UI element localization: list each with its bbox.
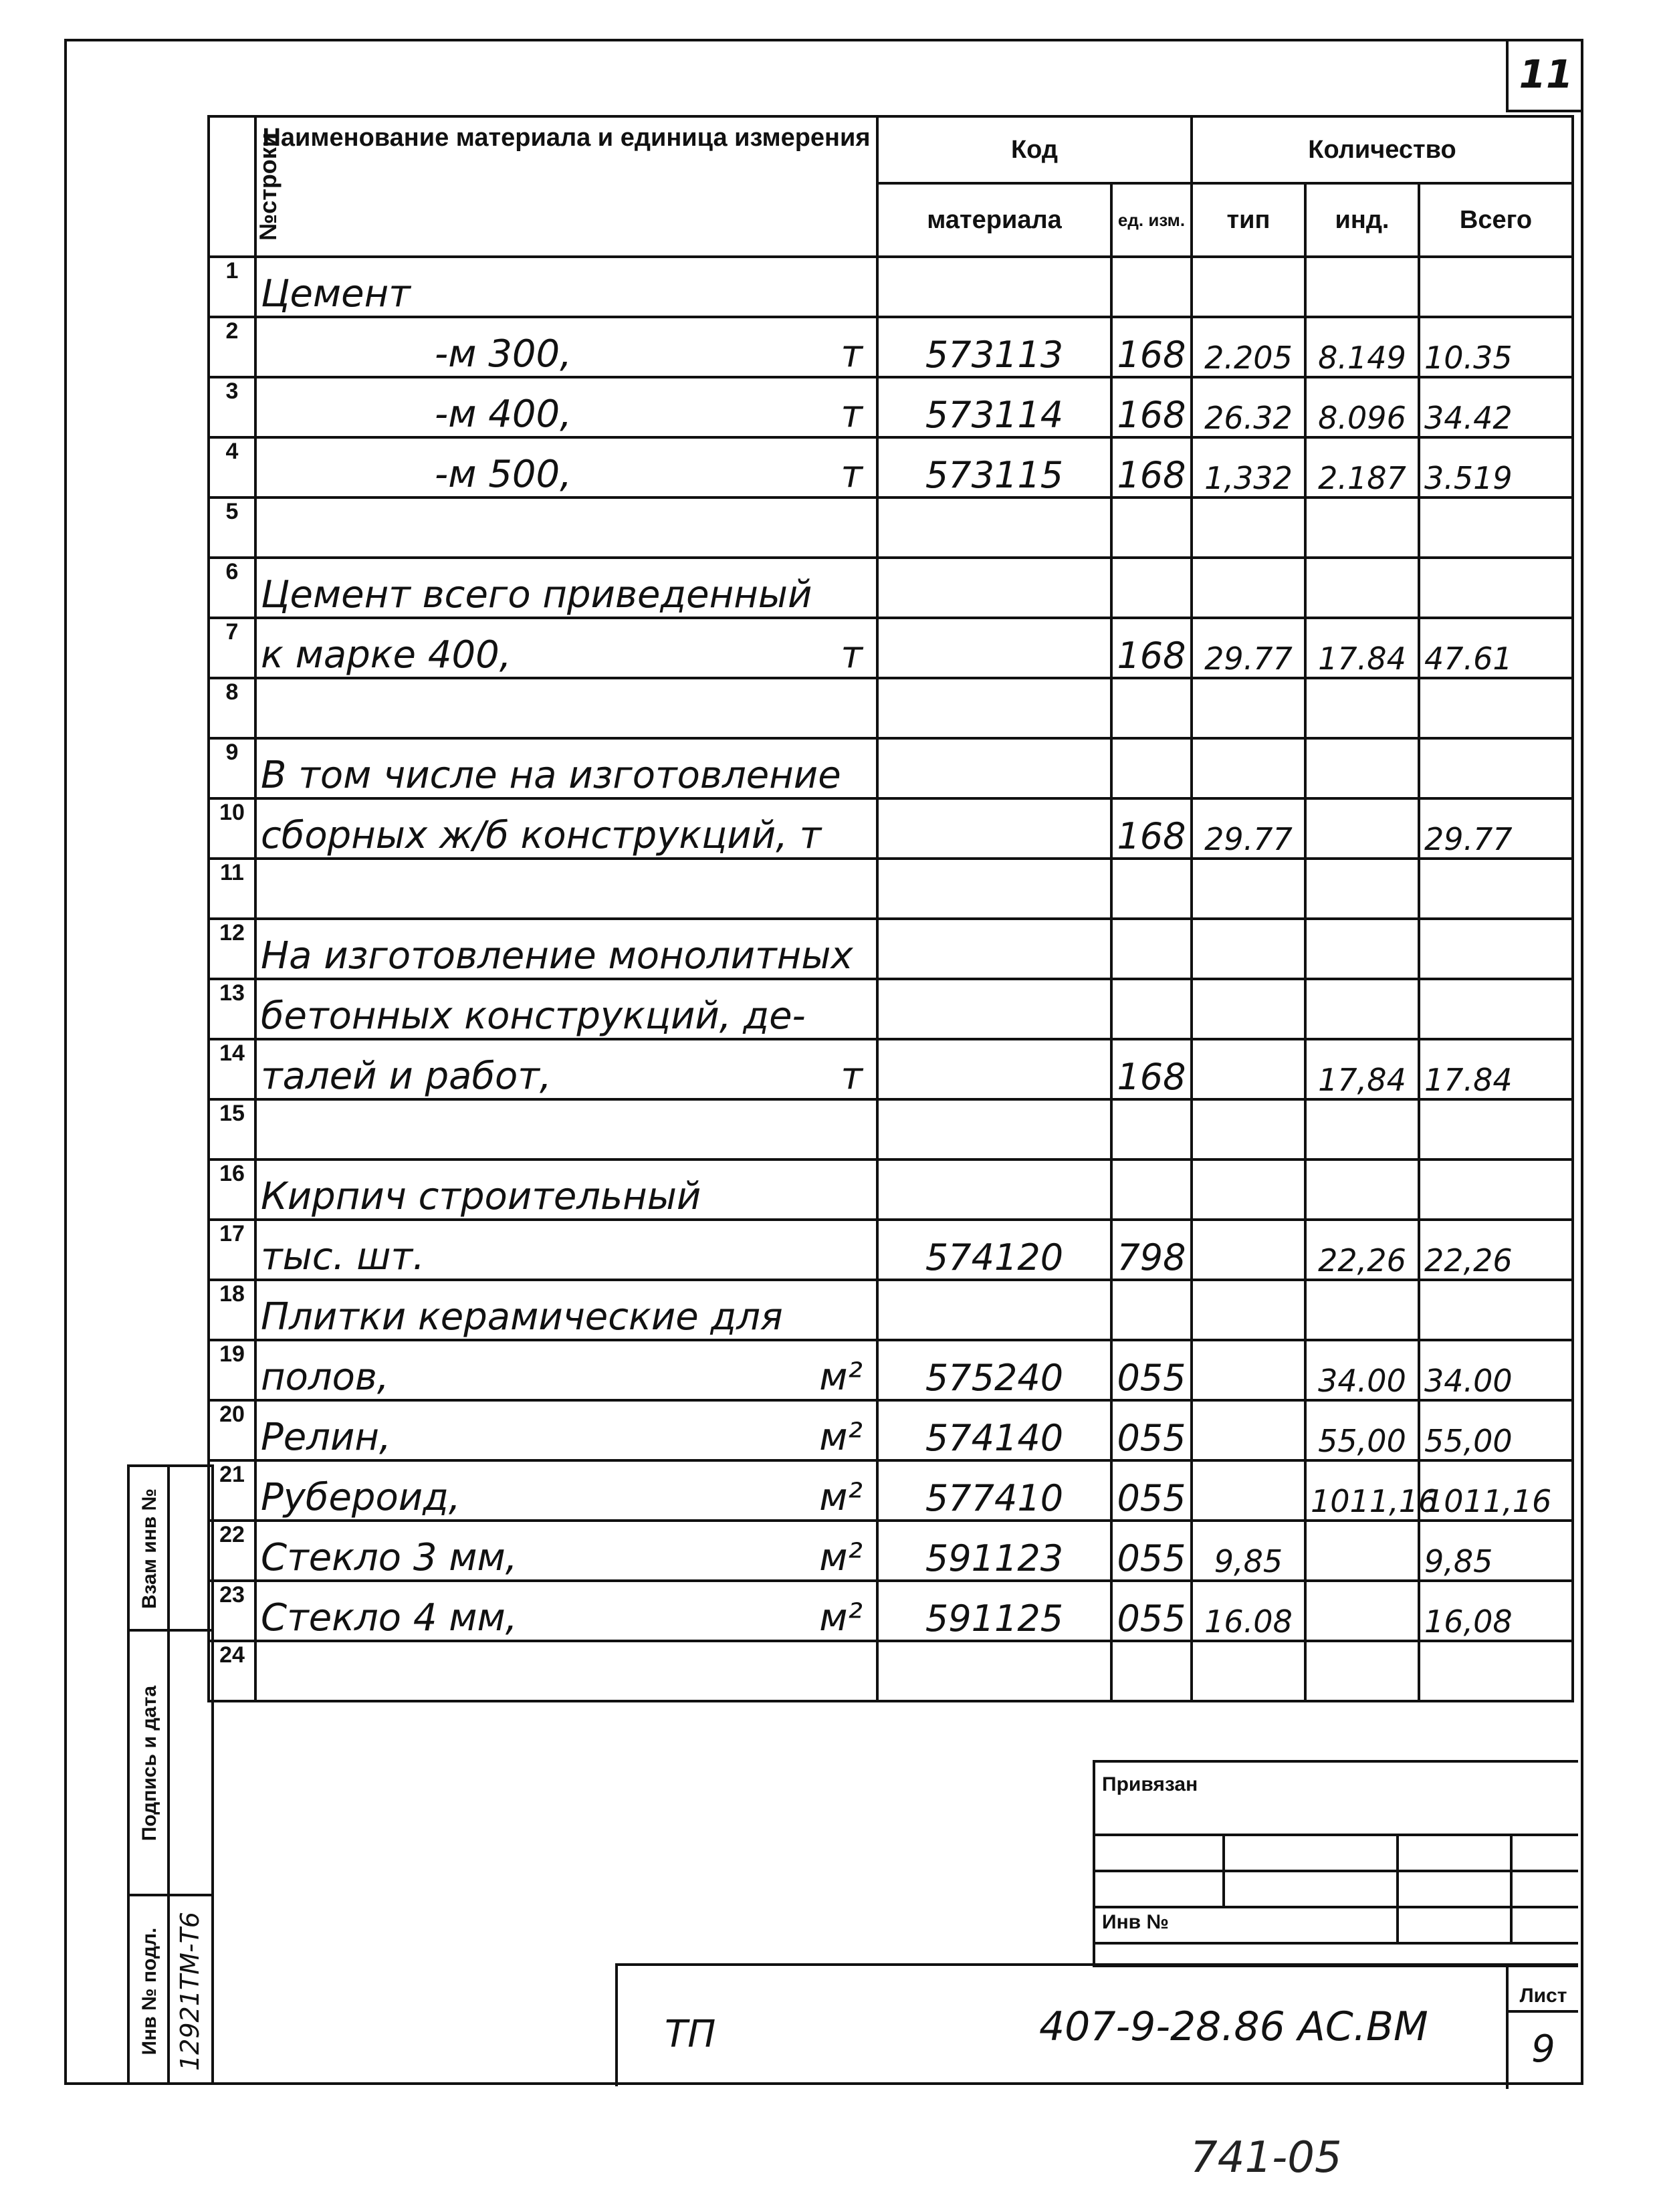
row-number: 7 — [209, 618, 255, 678]
table-row — [209, 377, 1573, 437]
material-name-cell — [255, 738, 877, 798]
material-name: Стекло 4 мм, — [261, 1596, 518, 1640]
qty-total — [1419, 1280, 1573, 1340]
material-name: Плитки керамические для — [261, 1295, 783, 1339]
unit-code — [1111, 678, 1192, 738]
inv-podl-box — [127, 1894, 214, 2085]
material-name-cell — [255, 437, 877, 497]
material-name-cell — [255, 1280, 877, 1340]
material-code: 573114 — [877, 377, 1111, 437]
material-name-cell — [255, 317, 877, 377]
table-row — [209, 979, 1573, 1039]
inv-podl-label: Инв № подл. — [138, 1927, 160, 2056]
row-number: 20 — [209, 1400, 255, 1460]
table-row — [209, 1220, 1573, 1280]
unit-code: 055 — [1111, 1521, 1192, 1581]
unit-code — [1111, 257, 1192, 317]
material-name: Кирпич строительный — [261, 1175, 701, 1218]
qty-type: 16.08 — [1192, 1581, 1305, 1641]
qty-total: 10.35 — [1419, 317, 1573, 377]
unit-code: 168 — [1111, 377, 1192, 437]
material-code — [877, 497, 1111, 558]
qty-type: 26.32 — [1192, 377, 1305, 437]
material-name: тыс. шт. — [261, 1235, 425, 1279]
row-number: 1 — [209, 257, 255, 317]
qty-ind: 22,26 — [1305, 1220, 1419, 1280]
material-code — [877, 798, 1111, 859]
row-number: 19 — [209, 1340, 255, 1400]
material-name: полов, — [261, 1355, 389, 1399]
material-name: талей и работ, — [261, 1055, 552, 1098]
material-code — [877, 618, 1111, 678]
qty-ind — [1305, 678, 1419, 738]
material-code: 591123 — [877, 1521, 1111, 1581]
material-name-cell — [255, 1400, 877, 1460]
sheet-box — [1506, 1966, 1578, 2089]
table-row — [209, 1521, 1573, 1581]
table-row — [209, 1280, 1573, 1340]
qty-total: 16,08 — [1419, 1581, 1573, 1641]
material-code — [877, 859, 1111, 919]
qty-ind: 8.096 — [1305, 377, 1419, 437]
material-name: -м 500, — [435, 453, 572, 496]
sign-date-box — [127, 1629, 214, 1896]
unit-code: 168 — [1111, 798, 1192, 859]
material-unit: т — [841, 393, 863, 436]
table-row — [209, 1039, 1573, 1099]
material-name: Релин, — [261, 1416, 391, 1459]
page-number: 11 — [1506, 39, 1583, 112]
header-qty-group: Количество — [1192, 116, 1573, 183]
material-name-cell — [255, 497, 877, 558]
qty-type — [1192, 859, 1305, 919]
material-code: 574120 — [877, 1220, 1111, 1280]
row-number: 9 — [209, 738, 255, 798]
header-qty-ind: инд. — [1305, 183, 1419, 257]
unit-code — [1111, 1641, 1192, 1701]
material-unit: м² — [819, 1355, 863, 1399]
material-code — [877, 1099, 1111, 1159]
header-row-no: №строки — [209, 116, 255, 257]
row-number: 6 — [209, 558, 255, 618]
unit-code — [1111, 979, 1192, 1039]
table-row — [209, 1641, 1573, 1701]
qty-type — [1192, 979, 1305, 1039]
material-name: Стекло 3 мм, — [261, 1536, 518, 1579]
material-code: 573113 — [877, 317, 1111, 377]
material-name: -м 400, — [435, 393, 572, 436]
table-row — [209, 919, 1573, 979]
row-number: 14 — [209, 1039, 255, 1099]
material-name: В том числе на изготовление — [261, 754, 841, 797]
qty-type — [1192, 1400, 1305, 1460]
material-code: 573115 — [877, 437, 1111, 497]
qty-ind — [1305, 257, 1419, 317]
unit-code — [1111, 558, 1192, 618]
qty-type — [1192, 558, 1305, 618]
qty-ind — [1305, 1099, 1419, 1159]
qty-total — [1419, 919, 1573, 979]
material-code — [877, 1159, 1111, 1220]
qty-ind — [1305, 738, 1419, 798]
header-name: Наименование материала и единица измерения — [255, 116, 877, 257]
material-name-cell — [255, 678, 877, 738]
material-name-cell — [255, 1099, 877, 1159]
unit-code: 055 — [1111, 1460, 1192, 1521]
qty-ind — [1305, 1641, 1419, 1701]
unit-code: 168 — [1111, 317, 1192, 377]
inv-no-label: Инв № — [1102, 1911, 1169, 1933]
materials-table — [207, 115, 1574, 1702]
material-name-cell — [255, 1220, 877, 1280]
qty-ind — [1305, 1521, 1419, 1581]
qty-total — [1419, 1159, 1573, 1220]
row-number: 22 — [209, 1521, 255, 1581]
privyazan-label: Привязан — [1102, 1773, 1198, 1795]
unit-code — [1111, 497, 1192, 558]
material-code — [877, 1641, 1111, 1701]
row-number: 17 — [209, 1220, 255, 1280]
qty-ind — [1305, 979, 1419, 1039]
qty-total — [1419, 1641, 1573, 1701]
qty-ind — [1305, 1280, 1419, 1340]
material-name-cell — [255, 558, 877, 618]
table-row — [209, 678, 1573, 738]
material-code — [877, 919, 1111, 979]
footer-note: 741-05 — [1190, 2133, 1342, 2183]
row-number: 24 — [209, 1641, 255, 1701]
material-unit: м² — [819, 1536, 863, 1579]
material-code: 591125 — [877, 1581, 1111, 1641]
material-code: 575240 — [877, 1340, 1111, 1400]
qty-total — [1419, 979, 1573, 1039]
material-code: 574140 — [877, 1400, 1111, 1460]
title-block — [615, 1963, 1578, 2086]
qty-ind — [1305, 497, 1419, 558]
qty-ind: 2.187 — [1305, 437, 1419, 497]
row-number: 11 — [209, 859, 255, 919]
material-code — [877, 1280, 1111, 1340]
qty-total: 34.00 — [1419, 1340, 1573, 1400]
qty-type — [1192, 1220, 1305, 1280]
table-row — [209, 317, 1573, 377]
material-code — [877, 678, 1111, 738]
qty-ind: 17,84 — [1305, 1039, 1419, 1099]
material-name-cell — [255, 1340, 877, 1400]
material-unit: т — [841, 633, 863, 677]
row-number: 23 — [209, 1581, 255, 1641]
row-number: 21 — [209, 1460, 255, 1521]
unit-code — [1111, 1099, 1192, 1159]
table-row — [209, 497, 1573, 558]
table-row — [209, 257, 1573, 317]
material-name: Цемент всего приведенный — [261, 573, 812, 617]
qty-type: 1,332 — [1192, 437, 1305, 497]
row-number: 16 — [209, 1159, 255, 1220]
qty-type — [1192, 257, 1305, 317]
qty-type — [1192, 919, 1305, 979]
header-code-material: материала — [877, 183, 1111, 257]
material-name-cell — [255, 859, 877, 919]
unit-code — [1111, 859, 1192, 919]
title-code: 407-9-28.86 АС.ВМ — [1039, 2003, 1428, 2050]
material-unit: т — [841, 332, 863, 376]
material-unit: м² — [819, 1596, 863, 1640]
qty-type: 29.77 — [1192, 798, 1305, 859]
qty-type — [1192, 1460, 1305, 1521]
row-number: 12 — [209, 919, 255, 979]
material-name: сборных ж/б конструкций, т — [261, 814, 822, 857]
material-name: Рубероид, — [261, 1476, 461, 1519]
qty-type — [1192, 1340, 1305, 1400]
qty-type — [1192, 1039, 1305, 1099]
header-code-group: Код — [877, 116, 1192, 183]
qty-total: 22,26 — [1419, 1220, 1573, 1280]
material-name-cell — [255, 1039, 877, 1099]
row-number: 4 — [209, 437, 255, 497]
qty-total: 1011,16 — [1419, 1460, 1573, 1521]
qty-ind: 55,00 — [1305, 1400, 1419, 1460]
qty-ind — [1305, 798, 1419, 859]
qty-total: 34.42 — [1419, 377, 1573, 437]
material-unit: м² — [819, 1476, 863, 1519]
qty-type: 2.205 — [1192, 317, 1305, 377]
qty-total: 55,00 — [1419, 1400, 1573, 1460]
material-name-cell — [255, 1641, 877, 1701]
table-row — [209, 558, 1573, 618]
qty-total — [1419, 738, 1573, 798]
row-number: 5 — [209, 497, 255, 558]
table-row — [209, 798, 1573, 859]
unit-code: 798 — [1111, 1220, 1192, 1280]
unit-code — [1111, 738, 1192, 798]
table-row — [209, 618, 1573, 678]
qty-ind: 17.84 — [1305, 618, 1419, 678]
material-name-cell — [255, 1581, 877, 1641]
table-row — [209, 1581, 1573, 1641]
material-code: 577410 — [877, 1460, 1111, 1521]
qty-ind: 8.149 — [1305, 317, 1419, 377]
qty-ind: 34.00 — [1305, 1340, 1419, 1400]
row-number: 8 — [209, 678, 255, 738]
material-code — [877, 979, 1111, 1039]
table-row — [209, 1400, 1573, 1460]
unit-code — [1111, 1280, 1192, 1340]
unit-code: 168 — [1111, 618, 1192, 678]
material-name: бетонных конструкций, де- — [261, 994, 806, 1038]
title-tp: ТП — [665, 2013, 716, 2056]
qty-total — [1419, 1099, 1573, 1159]
qty-total: 47.61 — [1419, 618, 1573, 678]
table-row — [209, 1159, 1573, 1220]
qty-type — [1192, 1159, 1305, 1220]
row-number: 3 — [209, 377, 255, 437]
unit-code: 055 — [1111, 1581, 1192, 1641]
material-unit: м² — [819, 1416, 863, 1459]
qty-ind: 1011,16 — [1305, 1460, 1419, 1521]
header-qty-total: Всего — [1419, 183, 1573, 257]
qty-total: 17.84 — [1419, 1039, 1573, 1099]
table-row — [209, 1460, 1573, 1521]
row-number: 2 — [209, 317, 255, 377]
qty-type — [1192, 738, 1305, 798]
material-unit: т — [841, 1055, 863, 1098]
header-code-unit: ед. изм. — [1111, 183, 1192, 257]
qty-total: 3.519 — [1419, 437, 1573, 497]
qty-total: 9,85 — [1419, 1521, 1573, 1581]
sheet-label: Лист — [1509, 1985, 1578, 2013]
material-name-cell — [255, 979, 877, 1039]
unit-code: 168 — [1111, 437, 1192, 497]
sheet-value: 9 — [1531, 2027, 1555, 2071]
material-name: к марке 400, — [261, 633, 512, 677]
table-row — [209, 738, 1573, 798]
qty-type — [1192, 1641, 1305, 1701]
row-number: 10 — [209, 798, 255, 859]
qty-total — [1419, 678, 1573, 738]
material-code — [877, 1039, 1111, 1099]
vzam-inv-box — [127, 1464, 214, 1632]
material-name: -м 300, — [435, 332, 572, 376]
material-name: На изготовление монолитных — [261, 934, 853, 978]
qty-total — [1419, 497, 1573, 558]
vzam-inv-label: Взам инв № — [138, 1488, 160, 1610]
material-name-cell — [255, 1460, 877, 1521]
qty-total — [1419, 558, 1573, 618]
qty-total — [1419, 257, 1573, 317]
qty-ind — [1305, 1159, 1419, 1220]
unit-code — [1111, 919, 1192, 979]
header-qty-type: тип — [1192, 183, 1305, 257]
material-name: Цемент — [261, 272, 411, 316]
qty-total — [1419, 859, 1573, 919]
material-name-cell — [255, 377, 877, 437]
material-code — [877, 257, 1111, 317]
row-number: 15 — [209, 1099, 255, 1159]
material-name-cell — [255, 919, 877, 979]
material-name-cell — [255, 257, 877, 317]
qty-ind — [1305, 919, 1419, 979]
row-number: 18 — [209, 1280, 255, 1340]
table-row — [209, 1340, 1573, 1400]
qty-type — [1192, 678, 1305, 738]
material-code — [877, 738, 1111, 798]
material-name-cell — [255, 1159, 877, 1220]
unit-code — [1111, 1159, 1192, 1220]
qty-ind — [1305, 1581, 1419, 1641]
qty-ind — [1305, 859, 1419, 919]
material-code — [877, 558, 1111, 618]
table-row — [209, 437, 1573, 497]
sign-date-label: Подпись и дата — [138, 1685, 160, 1842]
qty-type — [1192, 1099, 1305, 1159]
material-name-cell — [255, 798, 877, 859]
qty-type: 29.77 — [1192, 618, 1305, 678]
qty-ind — [1305, 558, 1419, 618]
qty-type — [1192, 497, 1305, 558]
privyazan-stamp — [1093, 1760, 1578, 1967]
material-name-cell — [255, 1521, 877, 1581]
table-row — [209, 859, 1573, 919]
row-number: 13 — [209, 979, 255, 1039]
unit-code: 168 — [1111, 1039, 1192, 1099]
unit-code: 055 — [1111, 1340, 1192, 1400]
unit-code: 055 — [1111, 1400, 1192, 1460]
qty-total: 29.77 — [1419, 798, 1573, 859]
qty-type: 9,85 — [1192, 1521, 1305, 1581]
table-row — [209, 1099, 1573, 1159]
material-name-cell — [255, 618, 877, 678]
qty-type — [1192, 1280, 1305, 1340]
material-unit: т — [841, 453, 863, 496]
inv-podl-value: 12921ТМ-Т6 — [175, 1912, 205, 2071]
